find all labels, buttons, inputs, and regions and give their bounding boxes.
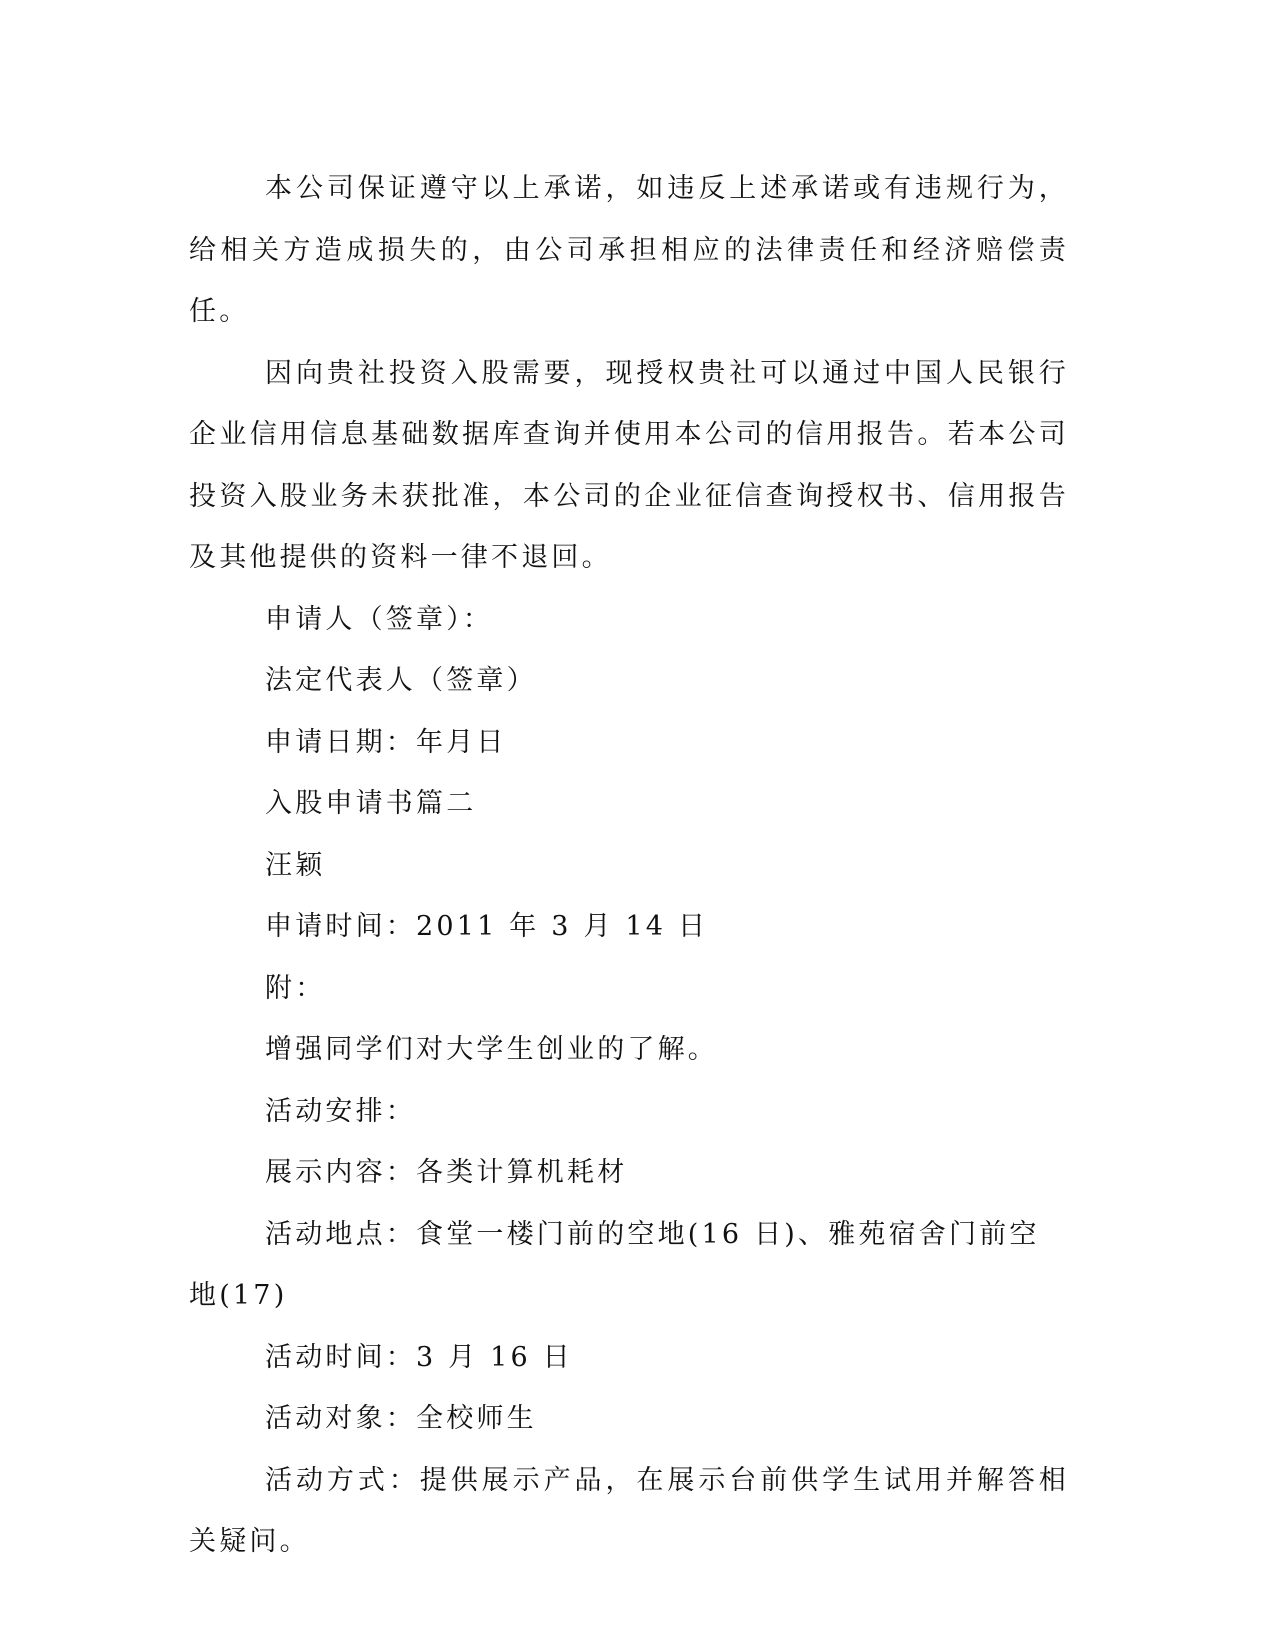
paragraph-credit-authorization: 因向贵社投资入股需要，现授权贵社可以通过中国人民银行企业信用信息基础数据库查询并使用本公司的信用报告。若本公司投资入股业务未获批准，本公司的企业征信查询授权书、信用报告及其他提供的资料一律不退回。 xyxy=(189,357,1069,573)
activity-location-line: 活动地点：食堂一楼门前的空地(16 日)、雅苑宿舍门前空地(17) xyxy=(189,1218,1040,1311)
activity-audience-line: 活动对象：全校师生 xyxy=(265,1403,537,1434)
paragraph-commitment: 本公司保证遵守以上承诺，如违反上述承诺或有违规行为，给相关方造成损失的，由公司承担相应的法律责任和经济赔偿责任。 xyxy=(189,173,1069,327)
author-name: 汪颖 xyxy=(265,849,326,881)
section-heading: 入股申请书篇二 xyxy=(265,788,477,819)
activity-arrangement-label: 活动安排： xyxy=(265,1095,416,1127)
legal-representative-signature-line: 法定代表人（签章） xyxy=(265,665,537,696)
document-body xyxy=(189,158,1069,1573)
activity-method-line: 活动方式：提供展示产品，在展示台前供学生试用并解答相关疑问。 xyxy=(189,1464,1069,1557)
application-date-line: 申请日期：年月日 xyxy=(265,726,507,758)
purpose-line: 增强同学们对大学生创业的了解。 xyxy=(265,1034,718,1065)
application-time-line: 申请时间：2011 年 3 月 14 日 xyxy=(265,911,709,942)
display-content-line: 展示内容：各类计算机耗材 xyxy=(265,1157,628,1188)
activity-time-line: 活动时间：3 月 16 日 xyxy=(265,1341,573,1373)
appendix-label: 附： xyxy=(265,972,326,1004)
applicant-signature-line: 申请人（签章）： xyxy=(265,603,494,635)
